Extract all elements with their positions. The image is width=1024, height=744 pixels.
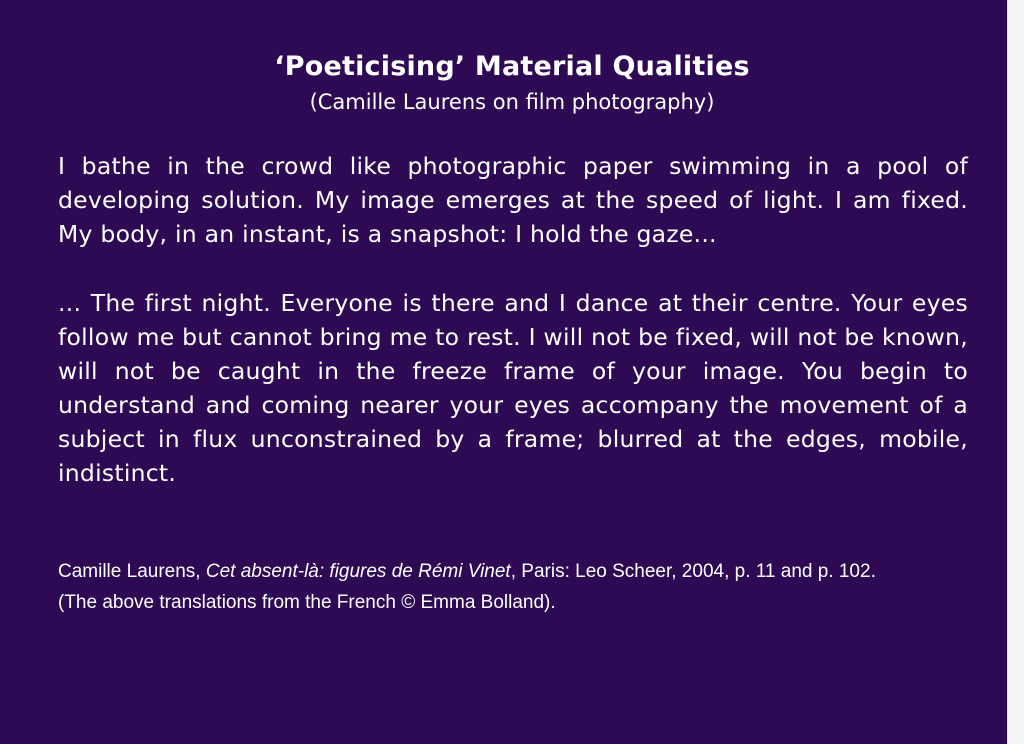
- quote-paragraph-1: I bathe in the crowd like photographic paper swimming in a pool of developing solution. My image emerges at the speed of light. I am fixed. My body, in an instant, is a snapshot: I hold the gaze...: [58, 152, 968, 248]
- citation-details: , Paris: Leo Scheer, 2004, p. 11 and p. 102.: [510, 561, 876, 582]
- slide-title: ‘Poeticising’ Material Qualities: [274, 51, 750, 82]
- citation: [58, 556, 973, 618]
- translation-note: (The above translations from the French © Emma Bolland).: [58, 592, 556, 613]
- citation-author: Camille Laurens,: [58, 561, 206, 582]
- citation-work-title: Cet absent-là: figures de Rémi Vinet: [205, 561, 511, 582]
- window-edge: [1007, 0, 1024, 744]
- slide-subtitle: (Camille Laurens on film photography): [309, 90, 715, 114]
- quote-paragraph-2: ... The first night. Everyone is there and I dance at their centre. Your eyes follow me but cannot bring me to rest. I will not be fixed, will not be known, will not be caught in the freeze frame of your image. You begin to understand and coming nearer your eyes accompany the movement of a subject in flux unconstrained by a frame; blurred at the edges, mobile, indistinct.: [58, 289, 968, 487]
